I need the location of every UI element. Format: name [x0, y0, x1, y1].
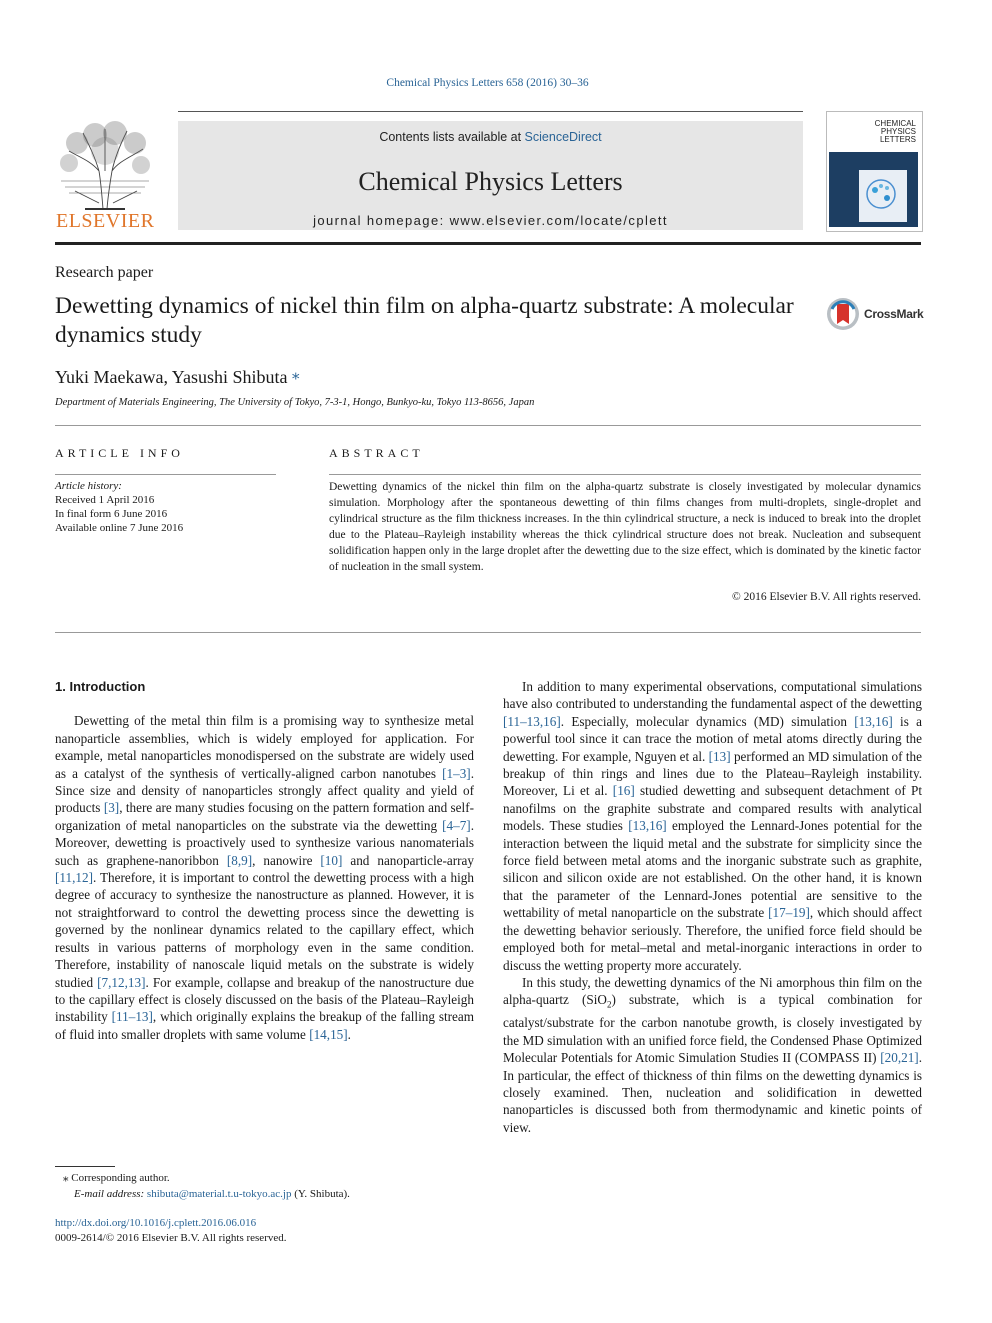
text-segment: is a powerful tool since it can trace the motion of metal atoms directly during the dewetting. For example, Nguyen et al. — [503, 713, 922, 764]
footnote — [55, 1170, 350, 1202]
footnote-corresponding — [55, 1170, 350, 1186]
journal-reference[interactable]: Chemical Physics Letters 658 (2016) 30–36 — [386, 77, 589, 89]
text-segment: Dewetting of the metal thin film is a promising way to synthesize metal nanoparticle assemblies, which is widely employed for application. For example, metal nanoparticles monodispersed on the substrate are widely used as a catalyst of the synthesis of vertically-aligned carbon nanotubes — [55, 713, 474, 781]
text-segment: , nanowire — [252, 852, 321, 868]
citation-link[interactable]: [17–19] — [768, 905, 810, 921]
email-suffix: (Y. Shibuta). — [291, 1188, 350, 1200]
section-heading: 1. Introduction — [55, 679, 146, 694]
cover-molecule-icon — [829, 152, 918, 227]
cover-title-line: PHYSICS — [880, 127, 916, 136]
journal-title: Chemical Physics Letters — [358, 167, 623, 196]
header-top-rule — [178, 111, 803, 112]
citation-link[interactable]: [20,21] — [880, 1050, 919, 1066]
text-segment: In addition to many experimental observations, computational simulations have also contributed to understanding the fundamental aspect of the dewetting — [503, 679, 922, 712]
text-segment: In this study, the dewetting dynamics of the Ni amorphous thin film on the alpha-quartz (SiO — [503, 974, 922, 1008]
author-email-link[interactable]: shibuta@material.t.u-tokyo.ac.jp — [146, 1188, 292, 1200]
author-list — [55, 365, 300, 388]
citation-link[interactable]: [7,12,13] — [97, 974, 146, 990]
corresponding-author-mark[interactable]: ⁎ — [292, 367, 300, 383]
text-segment: . Therefore, it is important to control the dewetting process with a high degree of accuracy to synthesize the nanostructure as planned. However, it is not straightforward to control the dewetting process since the dewetting is governed by the nonlinear dynamics related to the capillary effect, which results in various patterns of morphology even in the same condition. Therefore, instability of nanoscale liquid metals on the substrate is widely studied — [55, 870, 474, 990]
contents-prefix: Contents lists available at — [379, 130, 525, 144]
text-segment: . In particular, the effect of thickness of thin films on the dewetting dynamics is closely examined. Then, nucleation and solidification in dewetted nanoparticles is discussed both from thermodynamic and kinetic points of view. — [503, 1050, 922, 1135]
abstract-rule — [329, 474, 921, 475]
history-final-form: In final form 6 June 2016 — [55, 508, 168, 520]
article-type: Research paper — [55, 264, 154, 281]
citation-link[interactable]: [13] — [708, 748, 731, 764]
text-segment: . Especially, molecular dynamics (MD) simulation — [560, 713, 855, 729]
body-paragraph — [55, 712, 474, 1043]
elsevier-wordmark: ELSEVIER — [56, 210, 155, 232]
citation-link[interactable]: [8,9] — [226, 852, 253, 868]
doi-link[interactable]: http://dx.doi.org/10.1016/j.cplett.2016.06.016 — [55, 1217, 257, 1229]
body-column-left — [55, 678, 474, 1043]
article-info-rule — [55, 474, 276, 475]
crossmark-label: CrossMark — [864, 307, 924, 321]
cover-title-line: LETTERS — [879, 135, 916, 144]
text-segment: ) substrate, which is a typical combination for catalyst/substrate for the carbon nanotube growth, is closely investigated by the MD simulation with an unified force field, the Condensed Phase Optimized Molecular Potentials for Atomic Simulation Studies II (COMPASS II) — [503, 992, 922, 1066]
issn-line: 0009-2614/© 2016 Elsevier B.V. All rights reserved. — [55, 1232, 287, 1244]
text-segment: , which originally explains the breakup of the falling stream of fluid into smaller droplets with same volume — [55, 1009, 474, 1042]
header-bottom-rule — [55, 242, 921, 245]
body-column-right — [503, 678, 922, 1136]
abstract-bottom-rule — [55, 632, 921, 633]
citation-link[interactable]: [10] — [320, 852, 343, 868]
crossmark-icon — [826, 297, 860, 331]
footnote-corresponding-text: Corresponding author. — [71, 1172, 170, 1184]
citation-link[interactable]: [11–13,16] — [503, 713, 561, 729]
contents-line — [178, 130, 803, 144]
citation-link[interactable]: [13,16] — [854, 713, 893, 729]
text-segment: . Moreover, dewetting is proactively used to synthesize various nanomaterials such as graphene-nanoribbon — [55, 817, 474, 868]
text-segment: studied dewetting and subsequent detachment of Pt nanofilms on the graphite substrate and compared results with analytical models. These studies — [503, 783, 922, 834]
journal-header — [55, 111, 921, 245]
history-label: Article history: — [55, 480, 122, 492]
citation-link[interactable]: [11–13] — [111, 1009, 153, 1025]
body-paragraph — [503, 678, 922, 974]
article-info-heading: ARTICLE INFO — [55, 446, 184, 460]
cover-artwork — [829, 152, 918, 227]
citation-link[interactable]: [4–7] — [442, 817, 471, 833]
article-title: Dewetting dynamics of nickel thin film on alpha-quartz substrate: A molecular dynamics study — [55, 293, 794, 348]
history-online: Available online 7 June 2016 — [55, 522, 184, 534]
abstract-text: Dewetting dynamics of the nickel thin film on the alpha-quartz substrate is closely investigated by molecular dynamics simulation. Morphology after the spontaneous dewetting of thin films changes from multi-droplets, single-droplet and cylindrical structure as the film thickness increases. In the thin cylindrical structure, a neck is induced to break into the droplet due to the Plateau–Rayleigh instability whereas the thick cylindrical structure does not break. Nucleation and subsequent solidification happen only in the large droplet after the dewetting due to the size effect, which is dominated by the kinetic factor of nucleation in the small system. — [329, 481, 921, 573]
text-segment: performed an MD simulation of the breakup of thin rings and lines due to the Plateau–Rayleigh instability. Moreover, Li et al. — [503, 748, 922, 799]
cover-title-line: CHEMICAL — [874, 119, 916, 128]
header-box — [178, 121, 803, 230]
footnote-mark: ⁎ — [63, 1172, 69, 1184]
text-segment: . Since size and density of nanoparticles strongly affect quality and yield of products — [55, 765, 474, 816]
abstract-copyright: © 2016 Elsevier B.V. All rights reserved. — [732, 591, 921, 603]
body-paragraph — [503, 974, 922, 1136]
title-separator-rule — [55, 425, 921, 426]
cover-title — [875, 120, 916, 144]
journal-cover-image — [826, 111, 923, 232]
subscript: 2 — [606, 999, 612, 1010]
affiliation: Department of Materials Engineering, The University of Tokyo, 7-3-1, Hongo, Bunkyo-ku, Tokyo 113-8656, Japan — [55, 397, 535, 408]
text-segment: , there are many studies focusing on the pattern formation and self-organization of metal nanoparticles on the substrate via the dewetting — [55, 800, 474, 833]
sciencedirect-link[interactable]: ScienceDirect — [524, 130, 602, 144]
authors-text: Yuki Maekawa, Yasushi Shibuta — [55, 367, 288, 387]
text-segment: employed the Lennard-Jones potential for the interaction between the liquid metal and the substrate for simplicity since the force field between metal atoms and the inorganic substrate such as graphite, silicon and silicon oxide are not established. On the other hand, it is known that the parameter of the Lennard-Jones potential are sensitive to the wettability of metal nanoparticle on the substrate — [503, 818, 922, 921]
citation-link[interactable]: [1–3] — [442, 765, 471, 781]
citation-link[interactable]: [16] — [612, 783, 635, 799]
text-segment: and nanoparticle-array — [342, 852, 474, 868]
text-segment: , which should affect the dewetting behavior seriously. Therefore, the unified force field should be employed both for metal–metal and metal-inorganic interactions in order to discuss the wetting property more accurately. — [503, 905, 922, 973]
article-history — [55, 479, 183, 535]
email-label: E-mail address: — [74, 1188, 147, 1200]
text-segment: . For example, collapse and breakup of the nanostructure due to the capillary effect is closely discussed on the basis of the Plateau–Rayleigh instability — [55, 974, 474, 1025]
text-segment: . — [347, 1026, 351, 1042]
history-received: Received 1 April 2016 — [55, 494, 155, 506]
citation-link[interactable]: [14,15] — [309, 1026, 348, 1042]
footnote-rule — [55, 1166, 115, 1167]
abstract-heading: ABSTRACT — [329, 446, 424, 460]
journal-homepage[interactable]: journal homepage: www.elsevier.com/locate/cplett — [313, 213, 668, 228]
doi-block — [55, 1216, 287, 1246]
citation-link[interactable]: [13,16] — [628, 818, 667, 834]
citation-link[interactable]: [11,12] — [55, 870, 93, 886]
citation-link[interactable]: [3] — [103, 800, 120, 816]
footnote-email-line — [55, 1186, 350, 1202]
crossmark-badge[interactable] — [826, 297, 926, 333]
